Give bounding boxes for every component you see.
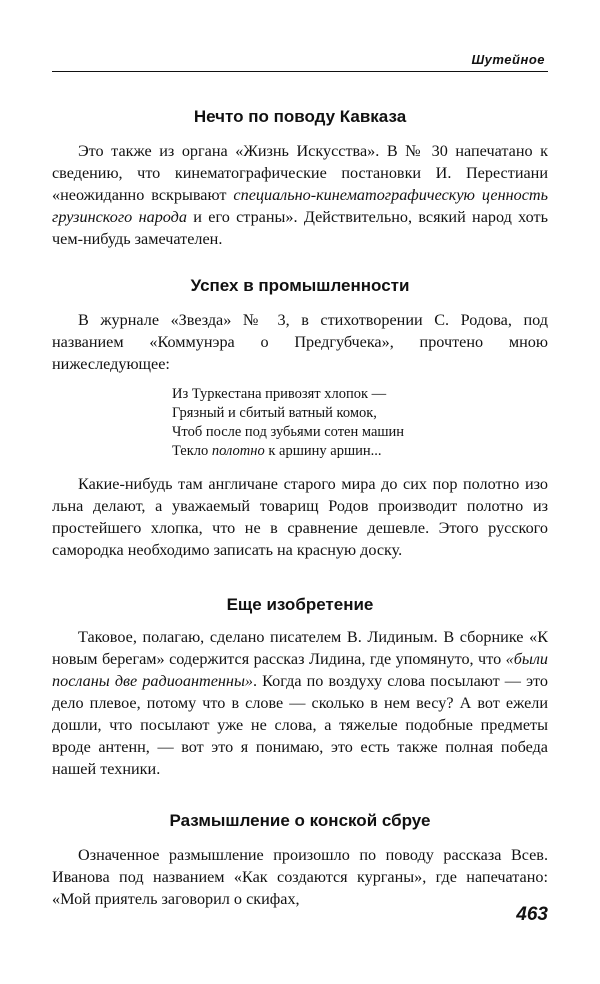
italic-quote: специально-кинематографическую ценность грузинского народа: [52, 186, 548, 226]
text-run: к аршину аршин...: [264, 443, 382, 459]
poem-line: Из Туркестана привозят хлопок —: [172, 386, 387, 402]
text-run: и его страны». Действительно, всякий народ хоть чем-нибудь замечателен.: [52, 208, 548, 248]
poem-quote: [172, 385, 548, 461]
section-title: Успех в промышленности: [190, 276, 410, 295]
section-paragraph: Означенное размышление произошло по поводу рассказа Всев. Иванова под названием «Как создаются курганы», где напечатано: «Мой приятель заговорил о скифах,: [52, 846, 548, 908]
section-intro: В журнале «Звезда» № 3, в стихотворении С. Родова, под названием «Коммунэра о Предгубчека», прочтено мною нижеследующее:: [52, 311, 548, 373]
section-title: Размышление о конской сбруе: [169, 811, 431, 830]
section-invention: [52, 594, 548, 780]
poem-line: Чтоб после под зубьями сотен машин: [172, 424, 405, 440]
header-rule: [52, 71, 548, 72]
text-run: . Когда по воздуху слова посылают — это дело плевое, потому что в слове — сколько в нем весу? А вот ежели дошли, что посылают уже не слова, а тяжелые подобные предметы вроде антенн, — вот это я понимаю, это есть также полная победа нашей техники.: [52, 672, 548, 778]
section-paragraph: [52, 626, 548, 780]
page-number: 463: [516, 904, 548, 925]
text-run: Таковое, полагаю, сделано писателем В. Лидиным. В сборнике «К новым берегам» содержится рассказ Лидина, где упомянуто, что: [52, 628, 548, 668]
section-industry: [52, 275, 548, 561]
italic-quote: «были посланы две радиоантенны»: [52, 650, 548, 690]
section-harness: [52, 810, 548, 910]
section-title: Еще изобретение: [226, 595, 374, 614]
page-body: [52, 100, 548, 910]
italic-word: полотно: [211, 443, 265, 459]
section-paragraph: [52, 140, 548, 250]
text-run: Это также из органа «Жизнь Искусства». В № 30 напечатано к сведению, что кинематографические постановки И. Перестиани «неожиданно вскрывают: [52, 142, 548, 204]
section-caucasus: [52, 106, 548, 250]
running-head: Шутейное: [471, 52, 545, 67]
poem-line: [172, 442, 548, 461]
poem-line: Грязный и сбитый ватный комок,: [172, 405, 377, 421]
text-run: Текло: [172, 443, 212, 459]
section-paragraph: Какие-нибудь там англичане старого мира до сих пор полотно изо льна делают, а уважаемый товарищ Родов производит полотно из простейшего хлопка, что не в сравнение дешевле. Этого русского самородка необходимо записать на красную доску.: [52, 475, 548, 559]
section-title: Нечто по поводу Кавказа: [193, 107, 407, 126]
